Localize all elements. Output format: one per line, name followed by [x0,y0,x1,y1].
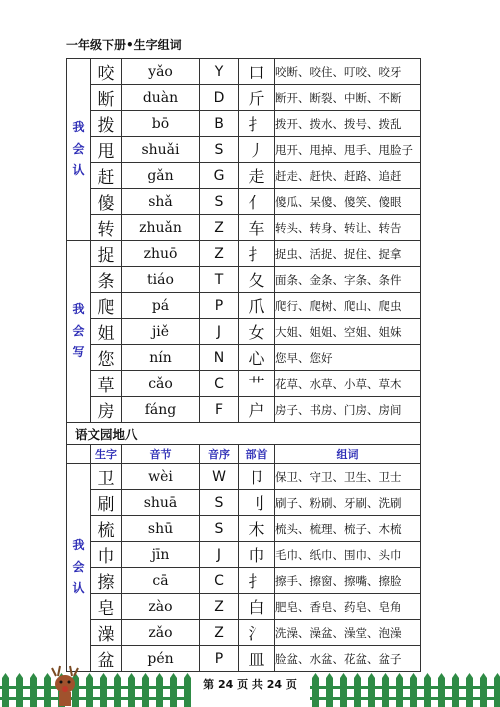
radical-cell: 皿 [239,646,275,672]
character-cell: 拨 [91,111,122,137]
radical-cell: 巾 [239,542,275,568]
initial-letter-cell: S [200,516,239,542]
character-cell: 盆 [91,646,122,672]
radical-cell: 扌 [239,241,275,267]
pinyin-cell: fáng [122,397,200,423]
word-group-cell: 拨开、拨水、拨号、拨乱 [275,111,421,137]
radical-cell: 口 [239,59,275,85]
page-number: 第 24 页 共 24 页 [203,678,297,691]
column-header: 生字 [91,445,122,464]
radical-cell: 扌 [239,111,275,137]
pinyin-cell: bō [122,111,200,137]
pinyin-cell: shuā [122,490,200,516]
vocabulary-table [66,58,421,672]
word-group-cell: 肥皂、香皂、药皂、皂角 [275,594,421,620]
character-cell: 澡 [91,620,122,646]
category-char: 会 [72,323,85,338]
radical-cell: 户 [239,397,275,423]
character-cell: 赶 [91,163,122,189]
category-char: 我 [72,538,85,553]
table-row [67,293,421,319]
initial-letter-cell: B [200,111,239,137]
character-cell: 转 [91,215,122,241]
initial-letter-cell: P [200,293,239,319]
pinyin-cell: zǎo [122,620,200,646]
initial-letter-cell: C [200,371,239,397]
radical-cell: 车 [239,215,275,241]
pinyin-cell: jiě [122,319,200,345]
column-header: 组词 [275,445,421,464]
radical-cell: 木 [239,516,275,542]
radical-cell: 艹 [239,371,275,397]
word-group-cell: 您早、您好 [275,345,421,371]
category-label [67,59,91,241]
character-cell: 断 [91,85,122,111]
table-row [67,371,421,397]
pinyin-cell: pén [122,646,200,672]
pinyin-cell: shū [122,516,200,542]
word-group-cell: 转头、转身、转让、转告 [275,215,421,241]
column-header-row [67,445,421,464]
initial-letter-cell: G [200,163,239,189]
initial-letter-cell: N [200,345,239,371]
radical-cell: 扌 [239,568,275,594]
initial-letter-cell: S [200,137,239,163]
radical-cell: 走 [239,163,275,189]
table-row [67,59,421,85]
category-label [67,464,91,672]
character-cell: 傻 [91,189,122,215]
radical-cell: 斤 [239,85,275,111]
radical-cell: 爪 [239,293,275,319]
radical-cell: 亻 [239,189,275,215]
character-cell: 爬 [91,293,122,319]
word-group-cell: 甩开、甩掉、甩手、甩脸子 [275,137,421,163]
initial-letter-cell: Z [200,215,239,241]
initial-letter-cell: Y [200,59,239,85]
radical-cell: 卩 [239,464,275,490]
initial-letter-cell: D [200,85,239,111]
pinyin-cell: gǎn [122,163,200,189]
pinyin-cell: wèi [122,464,200,490]
section-title: 语文园地八 [67,423,421,445]
pinyin-cell: tiáo [122,267,200,293]
column-header: 音节 [122,445,200,464]
initial-letter-cell: P [200,646,239,672]
character-cell: 条 [91,267,122,293]
word-group-cell: 咬断、咬住、叮咬、咬牙 [275,59,421,85]
category-char: 认 [72,163,85,178]
table-row [67,516,421,542]
section-title-row [67,423,421,445]
character-cell: 甩 [91,137,122,163]
word-group-cell: 爬行、爬树、爬山、爬虫 [275,293,421,319]
word-group-cell: 赶走、赶快、赶路、追赶 [275,163,421,189]
initial-letter-cell: Z [200,594,239,620]
pinyin-cell: zào [122,594,200,620]
pinyin-cell: shǎ [122,189,200,215]
pinyin-cell: cā [122,568,200,594]
header-spacer [67,445,91,464]
word-group-cell: 刷子、粉刷、牙刷、洗刷 [275,490,421,516]
table-row [67,620,421,646]
pinyin-cell: cǎo [122,371,200,397]
radical-cell: 心 [239,345,275,371]
initial-letter-cell: C [200,568,239,594]
table-row [67,85,421,111]
column-header: 部首 [239,445,275,464]
category-char: 我 [72,120,85,135]
category-char: 我 [72,302,85,317]
radical-cell: 丿 [239,137,275,163]
table-row [67,241,421,267]
character-cell: 擦 [91,568,122,594]
category-label [67,241,91,423]
character-cell: 咬 [91,59,122,85]
initial-letter-cell: S [200,189,239,215]
radical-cell: 夂 [239,267,275,293]
word-group-cell: 傻瓜、呆傻、傻笑、傻眼 [275,189,421,215]
initial-letter-cell: F [200,397,239,423]
table-row [67,137,421,163]
initial-letter-cell: W [200,464,239,490]
table-row [67,163,421,189]
pinyin-cell: pá [122,293,200,319]
initial-letter-cell: S [200,490,239,516]
category-char: 会 [72,141,85,156]
radical-cell: 白 [239,594,275,620]
initial-letter-cell: Z [200,241,239,267]
table-row [67,215,421,241]
word-group-cell: 房子、书房、门房、房间 [275,397,421,423]
word-group-cell: 保卫、守卫、卫生、卫士 [275,464,421,490]
character-cell: 您 [91,345,122,371]
word-group-cell: 花草、水草、小草、草木 [275,371,421,397]
word-group-cell: 毛巾、纸巾、围巾、头巾 [275,542,421,568]
radical-cell: 女 [239,319,275,345]
category-char: 会 [72,559,85,574]
word-group-cell: 捉虫、活捉、捉住、捉拿 [275,241,421,267]
character-cell: 梳 [91,516,122,542]
pinyin-cell: nín [122,345,200,371]
table-row [67,319,421,345]
table-row [67,464,421,490]
pinyin-cell: yǎo [122,59,200,85]
word-group-cell: 梳头、梳理、梳子、木梳 [275,516,421,542]
table-row [67,397,421,423]
table-row [67,345,421,371]
character-cell: 草 [91,371,122,397]
table-row [67,267,421,293]
table-row [67,568,421,594]
table-row [67,111,421,137]
word-group-cell: 大姐、姐姐、空姐、姐妹 [275,319,421,345]
table-row [67,542,421,568]
initial-letter-cell: T [200,267,239,293]
word-group-cell: 擦手、擦窗、擦嘴、擦脸 [275,568,421,594]
pinyin-cell: zhuō [122,241,200,267]
character-cell: 刷 [91,490,122,516]
initial-letter-cell: J [200,542,239,568]
radical-cell: 刂 [239,490,275,516]
radical-cell: 氵 [239,620,275,646]
pinyin-cell: duàn [122,85,200,111]
table-row [67,594,421,620]
initial-letter-cell: Z [200,620,239,646]
column-header: 音序 [200,445,239,464]
word-group-cell: 脸盆、水盆、花盆、盆子 [275,646,421,672]
category-char: 认 [72,581,85,596]
initial-letter-cell: J [200,319,239,345]
table-row [67,189,421,215]
pinyin-cell: zhuǎn [122,215,200,241]
page-header: 一年级下册•生字组词 [66,38,182,52]
character-cell: 房 [91,397,122,423]
category-char: 写 [72,345,85,360]
character-cell: 捉 [91,241,122,267]
table-row [67,490,421,516]
word-group-cell: 面条、金条、字条、条件 [275,267,421,293]
pinyin-cell: shuǎi [122,137,200,163]
word-group-cell: 洗澡、澡盆、澡堂、泡澡 [275,620,421,646]
character-cell: 卫 [91,464,122,490]
pinyin-cell: jīn [122,542,200,568]
character-cell: 皂 [91,594,122,620]
character-cell: 姐 [91,319,122,345]
word-group-cell: 断开、断裂、中断、不断 [275,85,421,111]
character-cell: 巾 [91,542,122,568]
